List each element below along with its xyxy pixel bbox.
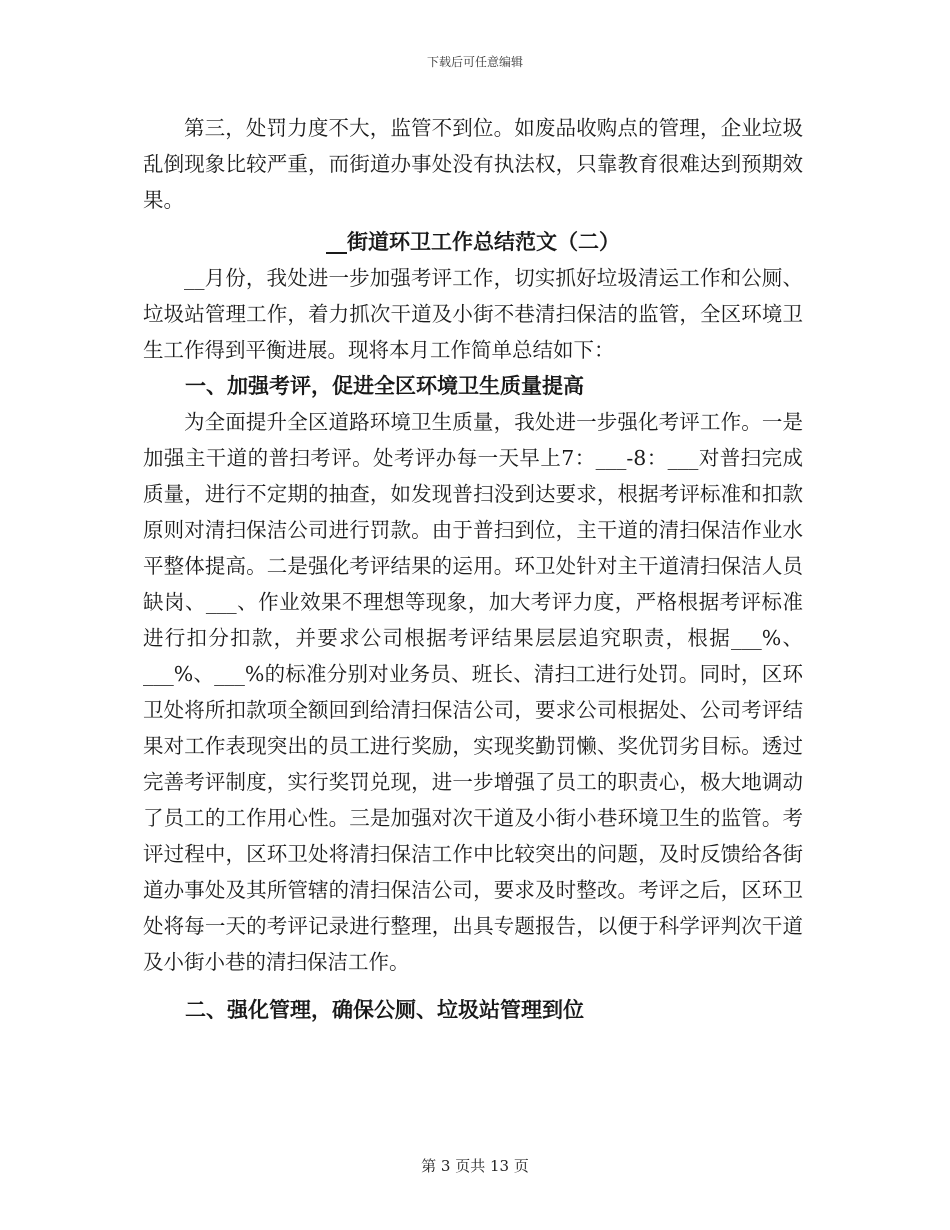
document-body [143, 110, 803, 1028]
page-header: 下载后可任意编辑 [426, 55, 523, 69]
heading-strengthen-evaluation: 一、加强考评，促进全区环境卫生质量提高 [185, 373, 584, 398]
paragraph-evaluation-details: 为全面提升全区道路环境卫生质量，我处进一步强化考评工作。一是加强主干道的普扫考评。处考评办每一天早上7：___-8：___对普扫完成质量，进行不定期的抽查，如发现普扫没到达要求，根据考评标准和扣款原则对清扫保洁公司进行罚款。由于普扫到位，主干道的清扫保洁作业水平整体提高。二是强化考评结果的运用。环卫处针对主干道清扫保洁人员缺岗、___、作业效果不理想等现象，加大考评力度，严格根据考评标准进行扣分扣款，并要求公司根据考评结果层层追究职责，根据___%、___%、___%的标准分别对业务员、班长、清扫工进行处罚。同时，区环卫处将所扣款项全额回到给清扫保洁公司，要求公司根据处、公司考评结果对工作表现突出的员工进行奖励，实现奖勤罚懒、奖优罚劣目标。透过完善考评制度，实行奖罚兑现，进一步增强了员工的职责心，极大地调动了员工的工作用心性。三是加强对次干道及小街小巷环境卫生的监管。考评过程中，区环卫处将清扫保洁工作中比较突出的问题，及时反馈给各街道办事处及其所管辖的清扫保洁公司，要求及时整改。考评之后，区环卫处将每一天的考评记录进行整理，出具专题报告，以便于科学评判次干道及小街小巷的清扫保洁工作。 [143, 410, 803, 974]
paragraph-intro: __月份，我处进一步加强考评工作，切实抓好垃圾清运工作和公厕、垃圾站管理工作，着力抓次干道及小街不巷清扫保洁的监管，全区环境卫生工作得到平衡进展。现将本月工作简单总结如下： [143, 266, 803, 362]
heading-strengthen-management: 二、强化管理，确保公厕、垃圾站管理到位 [185, 997, 584, 1022]
paragraph-third-point: 第三，处罚力度不大，监管不到位。如废品收购点的管理，企业垃圾乱倒现象比较严重，而街道办事处没有执法权，只靠教育很难达到预期效果。 [143, 116, 803, 212]
page-footer: 第 3 页共 13 页 [421, 1157, 529, 1175]
section-title: __街道环卫工作总结范文（二） [326, 229, 620, 254]
